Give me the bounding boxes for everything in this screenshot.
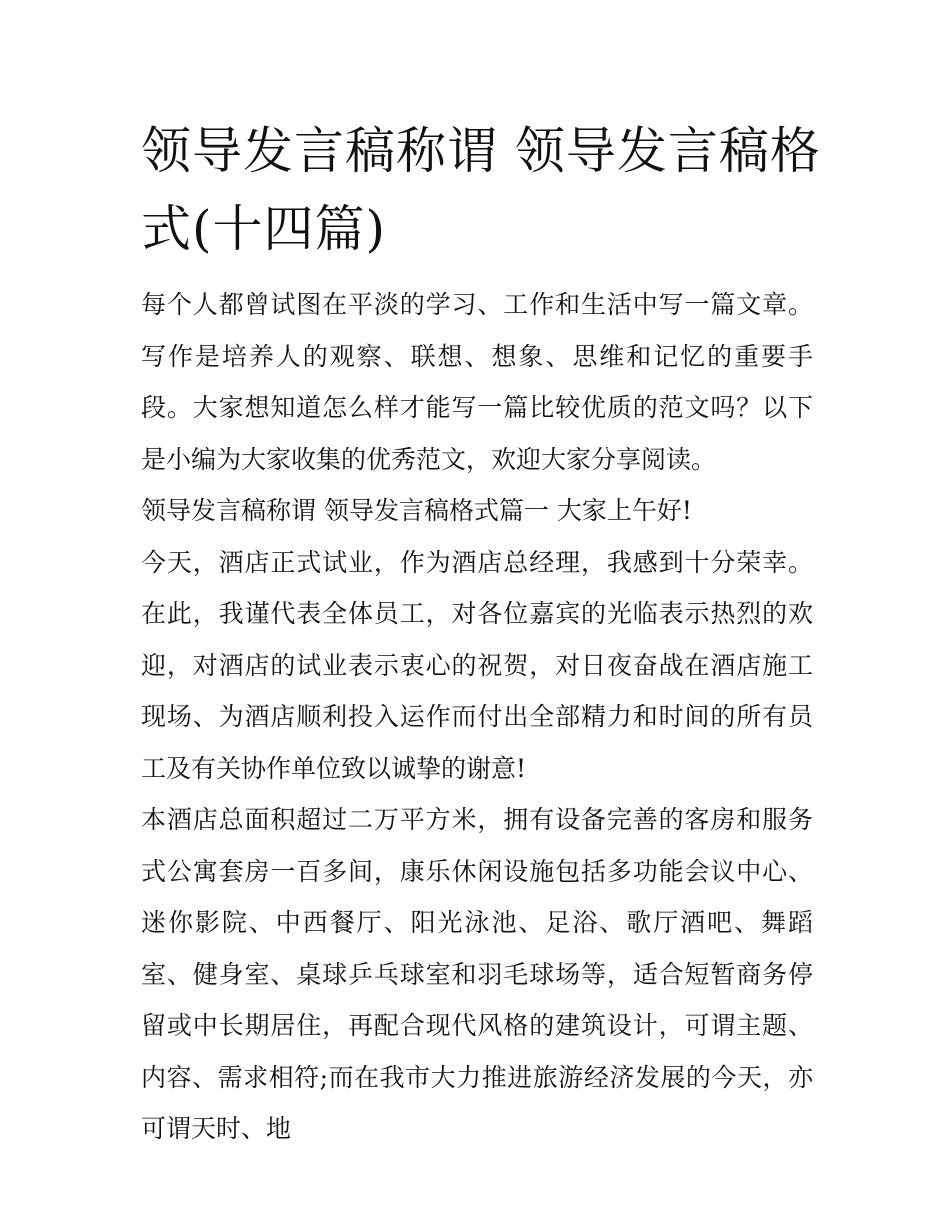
paragraph-hotel-intro: 本酒店总面积超过二万平方米，拥有设备完善的客房和服务式公寓套房一百多间，康乐休闲设施包括多功能会议中心、迷你影院、中西餐厅、阳光泳池、足浴、歌厅酒吧、舞蹈室、健身室、桌球乒乓球室和羽毛球场等，适合短暂商务停留或中长期居住，再配合现代风格的建筑设计，可谓主题、内容、需求相符;而在我市大力推进旅游经济发展的今天，亦可谓天时、地 <box>141 805 813 1143</box>
paragraph-welcome: 今天，酒店正式试业，作为酒店总经理，我感到十分荣幸。在此，我谨代表全体员工，对各位嘉宾的光临表示热烈的欢迎，对酒店的试业表示衷心的祝贺，对日夜奋战在酒店施工现场、为酒店顺利投入运作而付出全部精力和时间的所有员工及有关协作单位致以诚挚的谢意! <box>141 547 813 783</box>
document-body <box>141 279 813 1155</box>
document-title: 领导发言稿称谓 领导发言稿格式(十四篇) <box>141 122 821 258</box>
paragraph-intro: 每个人都曾试图在平淡的学习、工作和生活中写一篇文章。写作是培养人的观察、联想、想象、思维和记忆的重要手段。大家想知道怎么样才能写一篇比较优质的范文吗？以下是小编为大家收集的优秀范文，欢迎大家分享阅读。 <box>141 290 813 474</box>
paragraph-heading-1: 领导发言稿称谓 领导发言稿格式篇一 大家上午好! <box>141 496 692 525</box>
